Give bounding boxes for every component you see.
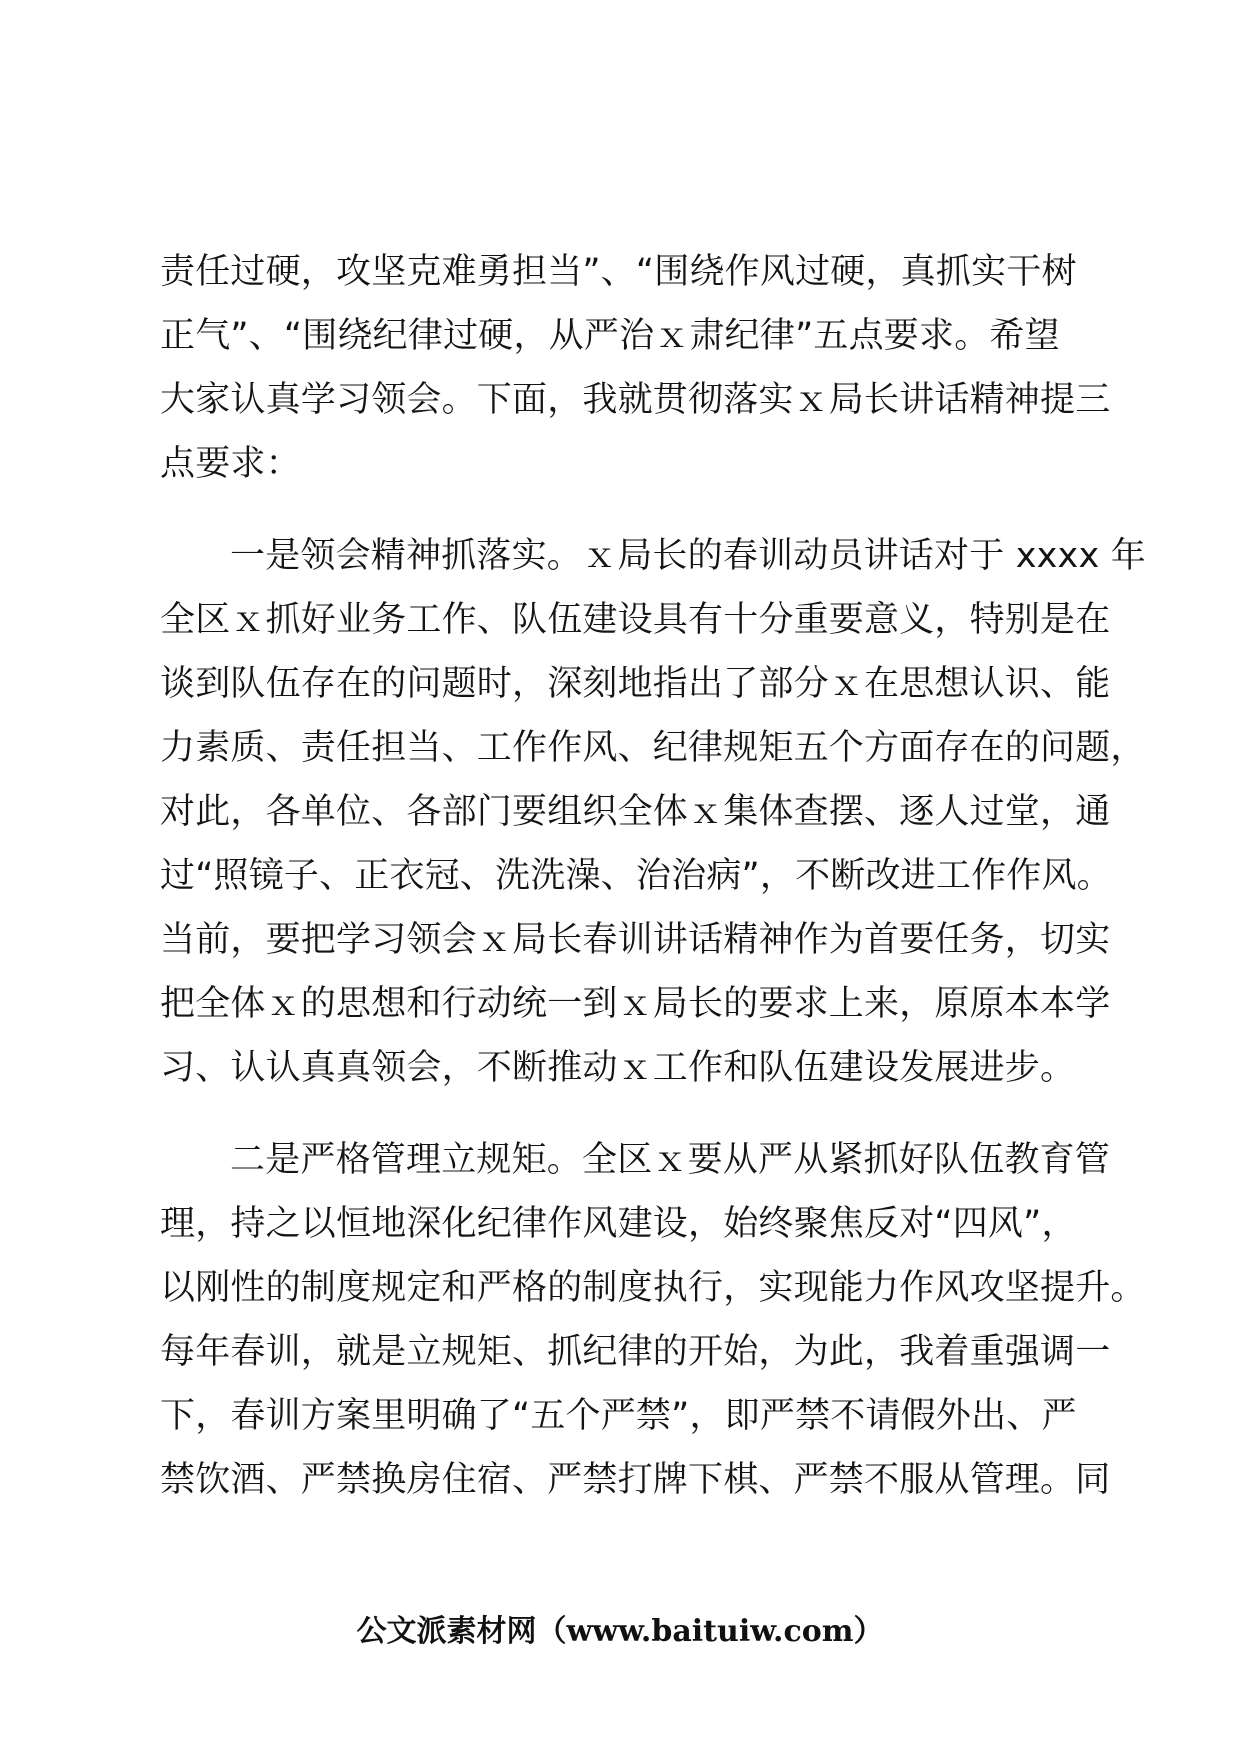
paragraph-point-two — [160, 1128, 1146, 1512]
text-line: 对此，各单位、各部门要组织全体ｘ集体查摆、逐人过堂，通 — [160, 792, 1111, 832]
text-line: 大家认真学习领会。下面，我就贯彻落实ｘ局长讲话精神提三 — [160, 380, 1111, 420]
text-line: 一是领会精神抓落实。ｘ局长的春训动员讲话对于 xxxx 年 — [230, 536, 1146, 576]
text-line: 习、认认真真领会，不断推动ｘ工作和队伍建设发展进步。 — [160, 1048, 1076, 1088]
paragraph-gap — [160, 1100, 1100, 1128]
text-line: 以刚性的制度规定和严格的制度执行，实现能力作风攻坚提升。 — [160, 1268, 1146, 1308]
paragraph-point-one — [160, 524, 1146, 1100]
text-line: 每年春训，就是立规矩、抓纪律的开始，为此，我着重强调一 — [160, 1332, 1111, 1372]
text-line: 点要求： — [160, 444, 301, 484]
text-line: 谈到队伍存在的问题时，深刻地指出了部分ｘ在思想认识、能 — [160, 664, 1111, 704]
document-body — [160, 240, 1146, 1512]
text-line: 责任过硬，攻坚克难勇担当”、“围绕作风过硬，真抓实干树 — [160, 252, 1077, 292]
paragraph-intro-continuation — [160, 240, 1111, 496]
text-line: 力素质、责任担当、工作作风、纪律规矩五个方面存在的问题， — [160, 728, 1146, 768]
text-line: 禁饮酒、严禁换房住宿、严禁打牌下棋、严禁不服从管理。同 — [160, 1460, 1111, 1500]
text-line: 理，持之以恒地深化纪律作风建设，始终聚焦反对“四风”， — [160, 1204, 1077, 1244]
footer-watermark-text: 公文派素材网（www.baituiw.com） — [356, 1614, 884, 1649]
text-line: 过“照镜子、正衣冠、洗洗澡、治治病”，不断改进工作作风。 — [160, 856, 1112, 896]
text-line: 全区ｘ抓好业务工作、队伍建设具有十分重要意义，特别是在 — [160, 600, 1111, 640]
text-line: 二是严格管理立规矩。全区ｘ要从严从紧抓好队伍教育管 — [230, 1140, 1111, 1180]
paragraph-gap — [160, 496, 1100, 524]
text-line: 把全体ｘ的思想和行动统一到ｘ局长的要求上来，原原本本学 — [160, 984, 1111, 1024]
text-line: 当前，要把学习领会ｘ局长春训讲话精神作为首要任务，切实 — [160, 920, 1111, 960]
text-line: 正气”、“围绕纪律过硬，从严治ｘ肃纪律”五点要求。希望 — [160, 316, 1060, 356]
text-line: 下，春训方案里明确了“五个严禁”，即严禁不请假外出、严 — [160, 1396, 1077, 1436]
